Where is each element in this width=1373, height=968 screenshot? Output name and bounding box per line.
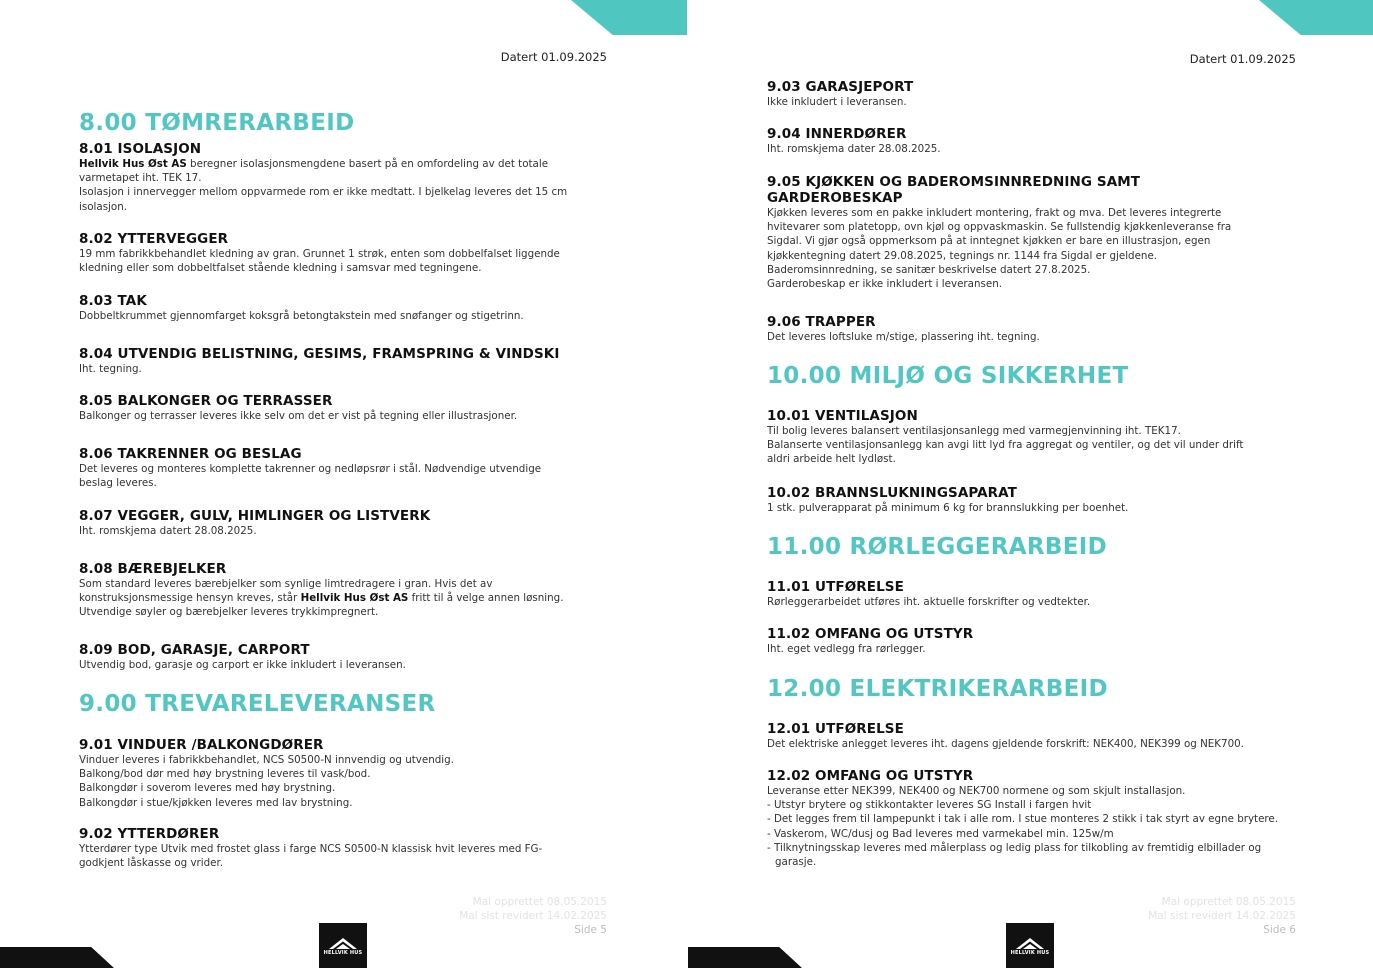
- corner-accent-top: [571, 0, 687, 35]
- body-text: godkjent låskasse og vrider.: [79, 857, 224, 870]
- body-text: Garderobeskap er ikke inkludert i leveransen.: [767, 278, 1003, 291]
- body-text: Balkonger og terrasser leveres ikke selv om det er vist på tegning eller illustrasjoner.: [79, 410, 518, 422]
- body-text: hvitevarer som platetopp, ovn kjøl og oppvaskmaskin. Se fullstendig kjøkkenleveranse fra: [767, 221, 1232, 234]
- body-text: Baderomsinnredning, se sanitær beskrivelse datert 27.8.2025.: [767, 263, 1091, 276]
- corner-accent-bottom: [0, 947, 114, 968]
- section-title: 10.01 VENTILASJON: [767, 408, 918, 424]
- section-title: 8.05 BALKONGER OG TERRASSER: [79, 393, 333, 409]
- section-8-03: [79, 293, 619, 323]
- body-text: fritt til å velge annen løsning.: [408, 592, 564, 605]
- body-text: Sigdal. Vi gjør også oppmerksom på at inntegnet kjøkken er bare en illustrasjon, egen: [767, 235, 1211, 248]
- body-text: konstruksjonsmessige hensyn kreves, står: [79, 592, 301, 605]
- section-title: 12.01 UTFØRELSE: [767, 721, 904, 737]
- document-date: Datert 01.09.2025: [500, 50, 607, 64]
- section-8-04: [79, 346, 619, 376]
- logo-text: HELLVIK HUS: [1010, 950, 1050, 956]
- section-body: [767, 206, 1307, 291]
- body-text: Det leveres loftsluke m/stige, plassering iht. tegning.: [767, 331, 1040, 343]
- section-heading-9: 9.00 TREVARELEVERANSER: [79, 691, 436, 717]
- section-8-09: [79, 642, 619, 672]
- body-text: Utvendig bod, garasje og carport er ikke inkludert i leveransen.: [79, 659, 406, 671]
- body-text: Isolasjon i innervegger mellom oppvarmede rom er ikke medtatt. I bjelkelag leveres det 15 cm: [79, 186, 568, 199]
- body-text: isolasjon.: [79, 200, 128, 213]
- section-9-01: [79, 737, 619, 810]
- section-heading-8: 8.00 TØMRERARBEID: [79, 110, 355, 136]
- company-name: Hellvik Hus Øst AS: [300, 592, 409, 605]
- body-text: kjøkkentegning datert 29.08.2025, tegnings nr. 1144 fra Sigdal er gjeldene.: [767, 249, 1158, 262]
- section-11-02: [767, 626, 1307, 656]
- section-title: 8.03 TAK: [79, 293, 147, 309]
- body-text: Balkongdør i soverom leveres med høy brystning.: [79, 782, 336, 795]
- section-body: [79, 247, 619, 275]
- body-text: beslag leveres.: [79, 477, 157, 490]
- section-9-04: [767, 126, 1307, 156]
- house-roof-icon: [329, 937, 357, 949]
- body-text: Dobbeltkrummet gjennomfarget koksgrå betongtakstein med snøfanger og stigetrinn.: [79, 310, 524, 322]
- section-8-06: [79, 446, 619, 490]
- section-title: 9.03 GARASJEPORT: [767, 79, 914, 95]
- company-name: Hellvik Hus Øst AS: [79, 158, 187, 170]
- document-page-6: [688, 0, 1373, 968]
- page-number: Side 5: [574, 924, 607, 936]
- body-text: kledning eller som dobbeltfalset stående kledning i samsvar med tegningene.: [79, 262, 482, 275]
- body-text: 1 stk. pulverapparat på minimum 6 kg for brannslukking per boenhet.: [767, 502, 1129, 514]
- list-item: - Utstyr brytere og stikkontakter leveres SG Install i fargen hvit: [767, 799, 1092, 812]
- body-text: aldri arbeide helt lydløst.: [767, 453, 896, 466]
- body-text: Balkongdør i stue/kjøkken leveres med lav brystning.: [79, 796, 353, 809]
- section-title: 9.04 INNERDØRER: [767, 126, 907, 142]
- body-text: beregner isolasjonsmengdene basert på en omfordeling av det totale: [186, 158, 549, 170]
- body-text: Iht. eget vedlegg fra rørlegger.: [767, 643, 926, 655]
- body-text: Iht. romskjema dater 28.08.2025.: [767, 143, 941, 155]
- template-created: Mal opprettet 08.05.2015: [472, 896, 607, 908]
- section-8-05: [79, 393, 619, 423]
- section-10-02: [767, 485, 1307, 515]
- corner-accent-top: [1259, 0, 1373, 35]
- section-body: [79, 842, 619, 870]
- section-10-01: [767, 408, 1307, 467]
- section-body: [79, 157, 619, 214]
- template-revised: Mal sist revidert 14.02.2025: [1148, 910, 1296, 922]
- body-text: 19 mm fabrikkbehandlet kledning av gran. Grunnet 1 strøk, enten som dobbelfalset liggende: [79, 248, 560, 260]
- section-8-01: [79, 141, 619, 214]
- footer-meta: [1148, 895, 1296, 937]
- body-text: Vinduer leveres i fabrikkbehandlet, NCS S0500-N innvendig og utvendig.: [79, 754, 454, 766]
- section-9-03: [767, 79, 1307, 109]
- section-heading-12: 12.00 ELEKTRIKERARBEID: [767, 676, 1108, 702]
- template-revised: Mal sist revidert 14.02.2025: [459, 910, 607, 922]
- list-item: - Tilknytningsskap leveres med målerplass og ledig plass for tilkobling av fremtidig elbillader og garasje.: [767, 841, 1262, 869]
- footer-meta: [459, 895, 607, 937]
- hellvik-hus-logo: [1006, 923, 1054, 968]
- body-text: Det leveres og monteres komplette takrenner og nedløpsrør i stål. Nødvendige utvendige: [79, 463, 542, 475]
- body-text: Det elektriske anlegget leveres iht. dagens gjeldende forskrift: NEK400, NEK399 og NEK700.: [767, 738, 1244, 750]
- body-text: Iht. romskjema datert 28.08.2025.: [79, 525, 257, 537]
- section-title: 11.01 UTFØRELSE: [767, 579, 904, 595]
- body-text: Som standard leveres bærebjelker som synlige limtredragere i gran. Hvis det av: [79, 578, 493, 590]
- body-text: Balanserte ventilasjonsanlegg kan avgi litt lyd fra aggregat og ventiler, og det vil under drift: [767, 439, 1244, 452]
- section-title: 8.02 YTTERVEGGER: [79, 231, 229, 247]
- section-title: 12.02 OMFANG OG UTSTYR: [767, 768, 974, 784]
- section-title: 8.09 BOD, GARASJE, CARPORT: [79, 642, 310, 658]
- section-8-07: [79, 508, 619, 538]
- section-body: [79, 753, 619, 810]
- section-body: [767, 784, 1282, 869]
- template-created: Mal opprettet 08.05.2015: [1161, 896, 1296, 908]
- body-text: Leveranse etter NEK399, NEK400 og NEK700 normene og som skjult installasjon.: [767, 785, 1186, 797]
- body-text: Ikke inkludert i leveransen.: [767, 96, 907, 108]
- section-body: [79, 577, 619, 620]
- list-item: - Vaskerom, WC/dusj og Bad leveres med varmekabel min. 125w/m: [767, 827, 1114, 840]
- hellvik-hus-logo: [319, 923, 367, 968]
- body-text: Til bolig leveres balansert ventilasjonsanlegg med varmegjenvinning iht. TEK17.: [767, 425, 1181, 437]
- body-text: Balkong/bod dør med høy brystning leveres til vask/bod.: [79, 768, 371, 781]
- section-12-02: [767, 768, 1307, 869]
- house-roof-icon: [1016, 937, 1044, 949]
- body-text: Iht. tegning.: [79, 363, 142, 375]
- section-9-06: [767, 314, 1307, 344]
- body-text: Rørleggerarbeidet utføres iht. aktuelle forskrifter og vedtekter.: [767, 596, 1091, 608]
- section-title: 9.01 VINDUER /BALKONGDØRER: [79, 737, 324, 753]
- section-title-line2: GARDEROBESKAP: [767, 190, 903, 206]
- section-8-08: [79, 561, 619, 620]
- section-title-line1: 9.05 KJØKKEN OG BADEROMSINNREDNING SAMT: [767, 174, 1141, 190]
- section-title: 8.06 TAKRENNER OG BESLAG: [79, 446, 302, 462]
- section-title: 8.08 BÆREBJELKER: [79, 561, 227, 577]
- document-date: Datert 01.09.2025: [1189, 52, 1296, 66]
- section-heading-11: 11.00 RØRLEGGERARBEID: [767, 534, 1107, 560]
- section-heading-10: 10.00 MILJØ OG SIKKERHET: [767, 363, 1129, 389]
- body-text: Ytterdører type Utvik med frostet glass i farge NCS S0500-N klassisk hvit leveres med FG-: [79, 843, 543, 855]
- logo-text: HELLVIK HUS: [323, 950, 363, 956]
- section-9-02: [79, 826, 619, 870]
- section-body: [79, 462, 619, 490]
- section-title: 8.04 UTVENDIG BELISTNING, GESIMS, FRAMSPRING & VINDSKI: [79, 346, 560, 362]
- section-title: 11.02 OMFANG OG UTSTYR: [767, 626, 974, 642]
- list-item: - Det legges frem til lampepunkt i tak i alle rom. I stue monteres 2 stikk i tak styrt av egne brytere.: [767, 813, 1279, 826]
- section-12-01: [767, 721, 1307, 751]
- body-text: varmetapet iht. TEK 17.: [79, 172, 202, 185]
- body-text: Kjøkken leveres som en pakke inkludert montering, frakt og mva. Det leveres integrerte: [767, 207, 1222, 219]
- page-number: Side 6: [1263, 924, 1296, 936]
- section-9-05: [767, 174, 1307, 291]
- section-title: 10.02 BRANNSLUKNINGSAPARAT: [767, 485, 1017, 501]
- corner-accent-bottom: [688, 947, 802, 968]
- section-body: [767, 424, 1307, 467]
- section-title: 9.02 YTTERDØRER: [79, 826, 220, 842]
- section-11-01: [767, 579, 1307, 609]
- body-text: Utvendige søyler og bærebjelker leveres trykkimpregnert.: [79, 606, 379, 619]
- section-8-02: [79, 231, 619, 275]
- section-title: 9.06 TRAPPER: [767, 314, 876, 330]
- section-title: 8.07 VEGGER, GULV, HIMLINGER OG LISTVERK: [79, 508, 431, 524]
- section-title: 8.01 ISOLASJON: [79, 141, 202, 157]
